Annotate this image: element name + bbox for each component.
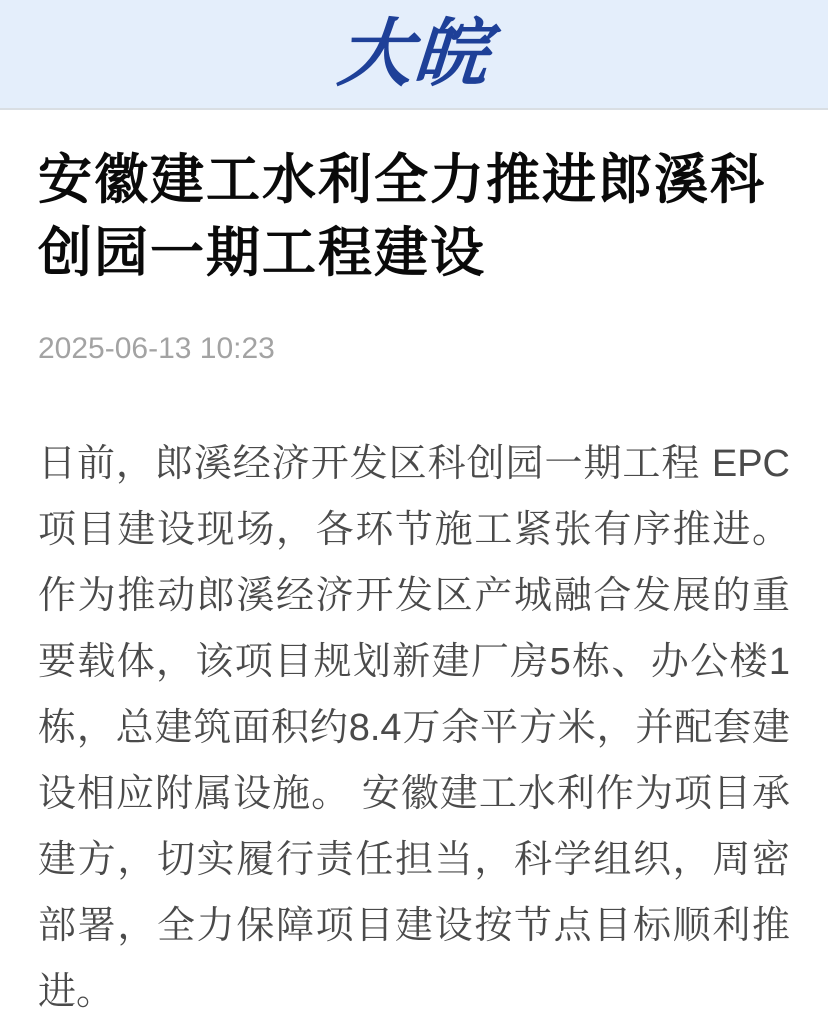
article-title: 安徽建工水利全力推进郎溪科创园一期工程建设 xyxy=(38,150,766,284)
site-header xyxy=(0,0,828,110)
publish-date: 2025-06-13 10:23 xyxy=(38,331,275,365)
article-content xyxy=(0,144,828,1025)
article-paragraph: 日前，郎溪经济开发区科创园一期工程 EPC项目建设现场，各环节施工紧张有序推进。作为推动郎溪经济开发区产城融合发展的重要载体，该项目规划新建厂房5栋、办公楼1栋，总建筑面积约8.4万余平方米，并配套建设相应附属设施。 安徽建工水利作为项目承建方，切实履行责任担当，科学组织，周密部署，全力保障项目建设按节点目标顺利推进。 xyxy=(38,442,790,1013)
dawan-logo[interactable]: 大皖 xyxy=(334,11,494,97)
